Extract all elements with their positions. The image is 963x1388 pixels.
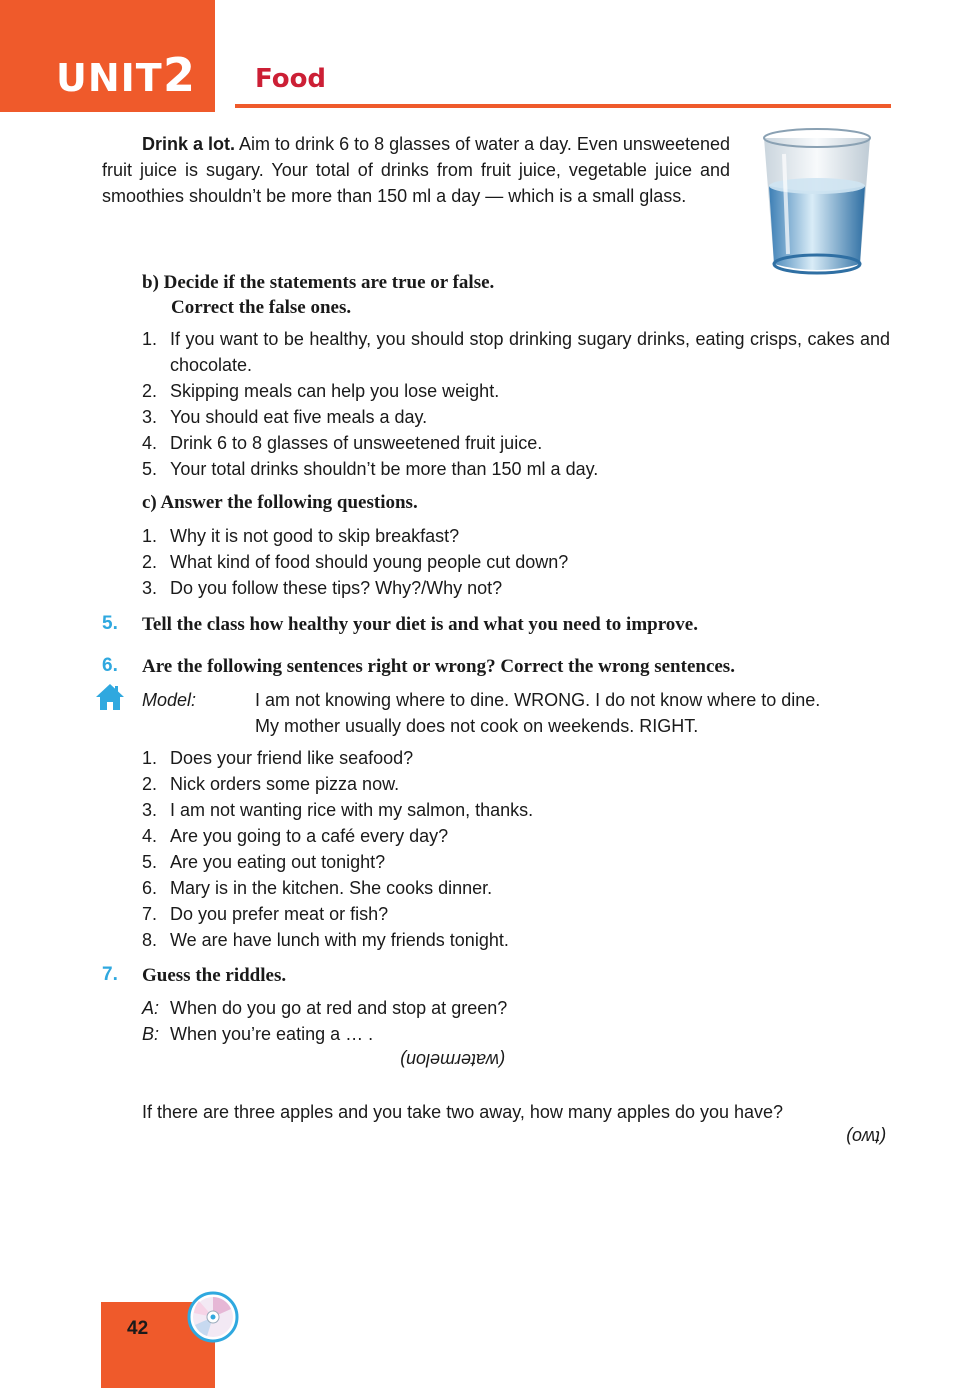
model-label: Model: (142, 690, 197, 710)
list-item: 4. Are you going to a café every day? (142, 826, 449, 846)
list-item: 1. Why it is not good to skip breakfast? (142, 526, 460, 546)
list-item: 7. Do you prefer meat or fish? (142, 904, 389, 924)
model-line-1: I am not knowing where to dine. WRONG. I do not know where to dine. (255, 690, 821, 710)
dialog-line-b: B: When you’re eating a … . (142, 1024, 374, 1044)
list-item: 5. Your total drinks shouldn’t be more than 150 ml a day. (142, 459, 599, 479)
cd-disc-icon (187, 1291, 239, 1343)
list-item: 3. I am not wanting rice with my salmon, thanks. (142, 800, 534, 820)
section-b-heading-line1: b) Decide if the statements are true or false. (142, 272, 495, 293)
section-b-list (142, 326, 890, 482)
list-item: 5. Are you eating out tonight? (142, 852, 386, 872)
unit-badge (0, 0, 215, 112)
task-6-instruction: Are the following sentences right or wrong? Correct the wrong sentences. (142, 656, 735, 677)
dialog-line-a: A: When do you go at red and stop at green? (142, 998, 508, 1018)
riddle-answer-2: (two) (846, 1127, 886, 1147)
riddle-answer-1: (watermelon) (400, 1050, 506, 1070)
task-6-list (142, 745, 890, 953)
list-item: 8. We are have lunch with my friends tonight. (142, 930, 509, 950)
section-b-heading-line2: Correct the false ones. (171, 297, 352, 318)
list-item: 1. Does your friend like seafood? (142, 748, 414, 768)
list-item: 2. What kind of food should young people cut down? (142, 552, 569, 572)
intro-lead: Drink a lot. (142, 134, 236, 154)
unit-title: Food (255, 64, 327, 94)
glass-of-water-icon (754, 124, 880, 278)
intro-text: Aim to drink 6 to 8 glasses of water a day. Even unsweetened fruit juice is sugary. Your total of drinks from fruit juice, vegetable juice and smoothies shouldn’t be more than 150 ml a day — which is a small glass. (102, 134, 731, 206)
list-item: 2. Nick orders some pizza now. (142, 774, 400, 794)
home-icon (95, 683, 125, 711)
task-5-instruction: Tell the class how healthy your diet is and what you need to improve. (142, 614, 698, 635)
task-6-number: 6. (102, 655, 118, 676)
task-5-number: 5. (102, 613, 118, 634)
list-item: 2. Skipping meals can help you lose weight. (142, 381, 500, 401)
model-line-2: My mother usually does not cook on weekends. RIGHT. (255, 716, 699, 736)
section-c-list (142, 523, 890, 601)
riddle-dialog (142, 995, 507, 1047)
task-7-number: 7. (102, 964, 118, 985)
riddle-2-text: If there are three apples and you take two away, how many apples do you have? (142, 1102, 784, 1122)
section-b-heading (142, 270, 494, 320)
intro-paragraph (102, 131, 730, 209)
list-item: 6. Mary is in the kitchen. She cooks dinner. (142, 878, 493, 898)
list-item: 3. Do you follow these tips? Why?/Why not? (142, 578, 503, 598)
list-item: 1. If you want to be healthy, you should stop drinking sugary drinks, eating crisps, cakes and chocolate. (142, 329, 890, 375)
list-item: 4. Drink 6 to 8 glasses of unsweetened fruit juice. (142, 433, 543, 453)
unit-label: UNIT (56, 56, 163, 100)
title-divider (235, 104, 891, 108)
section-c-heading: c) Answer the following questions. (142, 492, 418, 513)
list-item: 3. You should eat five meals a day. (142, 407, 428, 427)
page-number: 42 (127, 1318, 149, 1339)
task-7-instruction: Guess the riddles. (142, 965, 287, 986)
unit-number: 2 (163, 48, 196, 102)
